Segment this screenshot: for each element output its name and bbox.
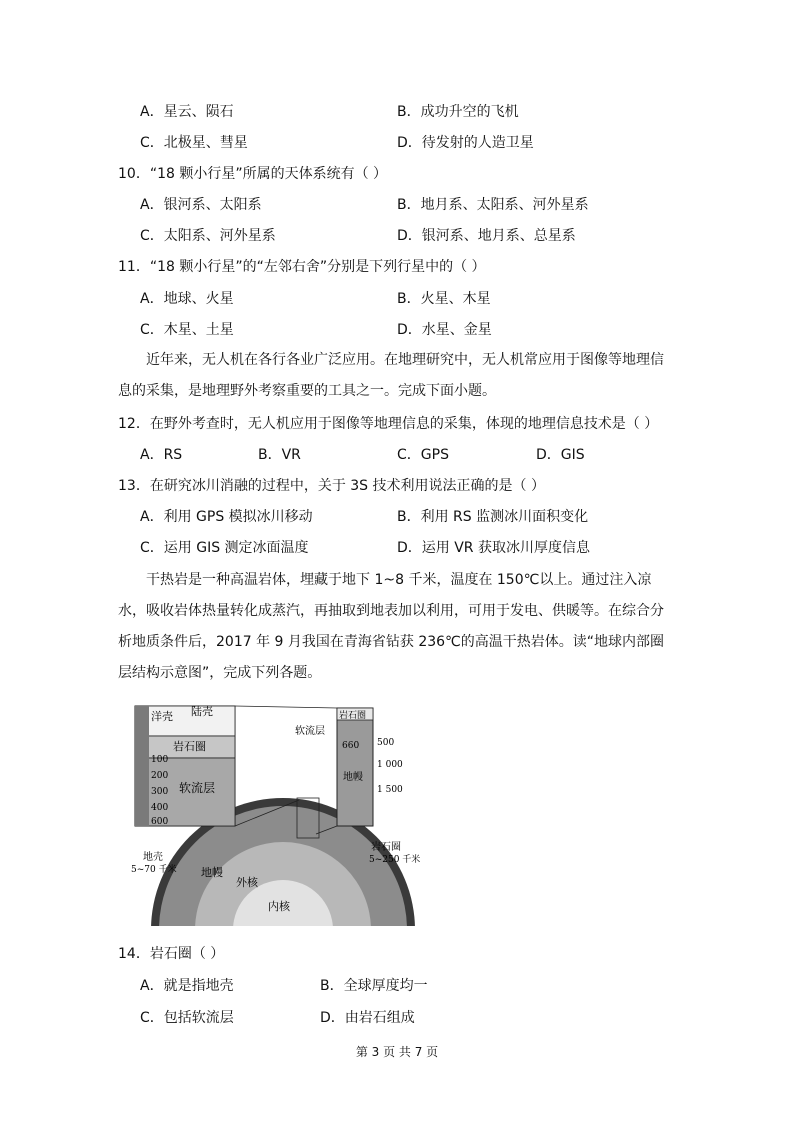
- q9-option-b: B．成功升空的飞机: [397, 104, 519, 120]
- tick-500: 500: [377, 738, 395, 748]
- page-footer: 第 3 页 共 7 页: [355, 1045, 439, 1059]
- q10-option-a: A．银河系、太阳系: [140, 197, 262, 213]
- passage-hot-dry-rock: 干热岩是一种高温岩体，埋藏于地下 1~8 千米，温度在 150℃以上。通过注入凉水，吸收岩体热量转化成蒸汽，再抽取到地表加以利用，可用于发电、供暖等。在综合分析地质条件后，2017 年 9 月我国在青海省钻获 236℃的高温干热岩体。读“地球内部圈层结构示意图”，完成下列各题。: [118, 572, 665, 681]
- label-globe-lithosphere: 岩石圈: [371, 842, 401, 853]
- q13-option-c: C．运用 GIS 测定冰面温度: [140, 540, 309, 556]
- label-right-lithosphere: 岩石圈: [339, 711, 367, 721]
- label-inner-core: 内核: [268, 900, 290, 913]
- label-mantle: 地幔: [201, 866, 223, 879]
- q14-option-b: B．全球厚度均一: [320, 978, 428, 994]
- tick-100: 100: [151, 755, 169, 765]
- q13-option-d: D．运用 VR 获取冰川厚度信息: [397, 540, 590, 556]
- tick-200: 200: [151, 771, 169, 781]
- connector-top: [235, 706, 337, 708]
- q11-option-c: C．木星、土星: [140, 322, 234, 338]
- label-right-asthenosphere: 软流层: [295, 726, 325, 737]
- q11-stem: 11．“18 颗小行星”的“左邻右舍”分别是下列行星中的（ ）: [118, 259, 486, 275]
- q10-option-d: D．银河系、地月系、总星系: [397, 228, 576, 244]
- label-continent-crust: 陆壳: [191, 705, 213, 718]
- q13-stem: 13．在研究冰川消融的过程中，关于 3S 技术利用说法正确的是（ ）: [118, 478, 545, 494]
- earth-structure-figure: [131, 700, 431, 926]
- q11-option-a: A．地球、火星: [140, 291, 234, 307]
- label-litho-range: 5~250 千米: [369, 855, 421, 865]
- earth-structure-diagram: [131, 700, 431, 926]
- tick-300: 300: [151, 787, 169, 797]
- tick-1500: 1 500: [377, 785, 403, 795]
- tick-1000: 1 000: [377, 760, 403, 770]
- q13-option-a: A．利用 GPS 模拟冰川移动: [140, 509, 313, 525]
- q14-option-c: C．包括软流层: [140, 1010, 234, 1026]
- q12-option-a: A．RS: [140, 447, 183, 463]
- label-right-mantle: 地幔: [343, 772, 363, 783]
- label-ocean-crust: 洋壳: [151, 710, 173, 723]
- tick-600: 600: [151, 817, 169, 827]
- q14-option-a: A．就是指地壳: [140, 978, 234, 994]
- q12-option-c: C．GPS: [397, 447, 449, 463]
- label-crust: 地壳: [143, 852, 163, 863]
- q10-option-c: C．太阳系、河外星系: [140, 228, 276, 244]
- q9-option-d: D．待发射的人造卫星: [397, 135, 534, 151]
- q14-option-d: D．由岩石组成: [320, 1010, 415, 1026]
- q9-option-c: C．北极星、彗星: [140, 135, 248, 151]
- block-side-face: [135, 706, 149, 826]
- label-right-660: 660: [342, 741, 360, 751]
- q11-option-b: B．火星、木星: [397, 291, 491, 307]
- q14-stem: 14．岩石圈（ ）: [118, 946, 225, 962]
- block-crust-layer: [135, 706, 235, 736]
- q10-option-b: B．地月系、太阳系、河外星系: [397, 197, 589, 213]
- label-crust-range: 5~70 千米: [131, 865, 177, 875]
- passage-drone: 近年来，无人机在各行各业广泛应用。在地理研究中，无人机常应用于图像等地理信息的采集，是地理野外考察重要的工具之一。完成下面小题。: [118, 352, 664, 399]
- label-asthenosphere: 软流层: [179, 781, 216, 795]
- q10-stem: 10．“18 颗小行星”所属的天体系统有（ ）: [118, 166, 388, 182]
- q11-option-d: D．水星、金星: [397, 322, 492, 338]
- q12-option-b: B．VR: [258, 447, 301, 463]
- right-column: [337, 708, 373, 826]
- label-outer-core: 外核: [236, 876, 258, 889]
- label-lithosphere: 岩石圈: [173, 740, 206, 753]
- q12-option-d: D．GIS: [536, 447, 585, 463]
- q9-option-a: A．星云、陨石: [140, 104, 234, 120]
- q13-option-b: B．利用 RS 监测冰川面积变化: [397, 509, 589, 525]
- tick-400: 400: [151, 803, 169, 813]
- q12-stem: 12．在野外考查时，无人机应用于图像等地理信息的采集，体现的地理信息技术是（ ）: [118, 416, 659, 432]
